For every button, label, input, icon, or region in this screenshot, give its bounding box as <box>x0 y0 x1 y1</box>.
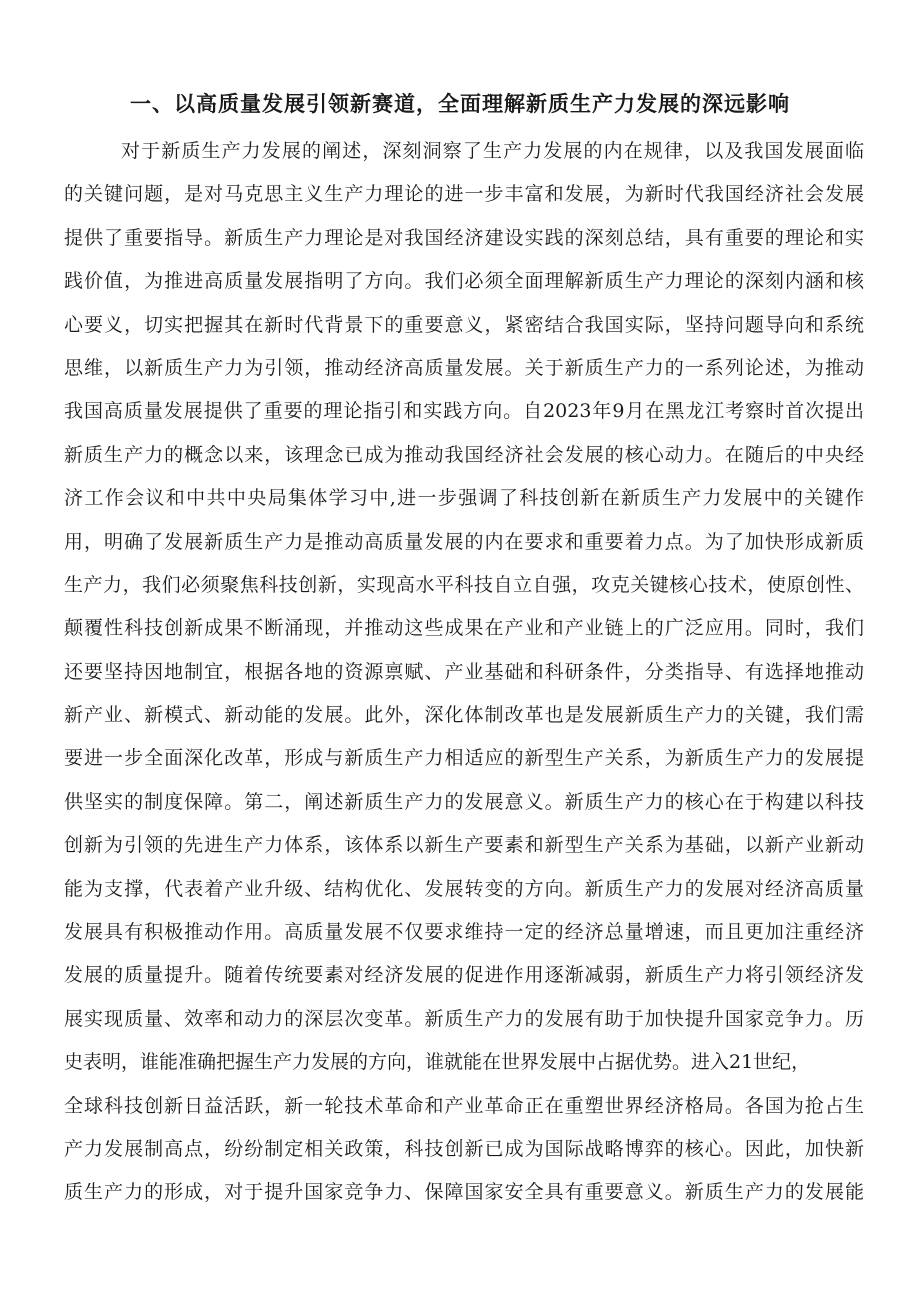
paragraph-line: 新产业、新模式、新动能的发展。此外，深化体制改革也是发展新质生产力的关键，我们需 <box>64 704 864 727</box>
paragraph-line: 思维，以新质生产力为引领，推动经济高质量发展。关于新质生产力的一系列论述，为推动 <box>64 356 864 379</box>
section-heading: 一、以高质量发展引领新赛道，全面理解新质生产力发展的深远影响 <box>130 91 790 116</box>
paragraph-line: 发展具有积极推动作用。高质量发展不仅要求维持一定的经济总量增速，而且更加注重经济 <box>64 921 864 944</box>
paragraph-line: 质生产力的形成，对于提升国家竞争力、保障国家安全具有重要意义。新质生产力的发展能 <box>64 1181 864 1204</box>
paragraph-line: 供坚实的制度保障。第二，阐述新质生产力的发展意义。新质生产力的核心在于构建以科技 <box>64 790 864 813</box>
paragraph-line: 对于新质生产力发展的阐述，深刻洞察了生产力发展的内在规律，以及我国发展面临 <box>121 140 864 162</box>
paragraph-line: 史表明，谁能准确把握生产力发展的方向，谁就能在世界发展中占据优势。进入21世纪， <box>64 1051 811 1074</box>
paragraph-line: 展实现质量、效率和动力的深层次变革。新质生产力的发展有助于加快提升国家竞争力。历 <box>64 1007 864 1030</box>
body-paragraph <box>64 130 864 1215</box>
paragraph-line: 践价值，为推进高质量发展指明了方向。我们必须全面理解新质生产力理论的深刻内涵和核 <box>64 270 864 293</box>
paragraph-line: 产力发展制高点，纷纷制定相关政策，科技创新已成为国际战略博弈的核心。因此，加快新 <box>64 1137 864 1160</box>
paragraph-line: 提供了重要指导。新质生产力理论是对我国经济建设实践的深刻总结，具有重要的理论和实 <box>64 226 864 249</box>
paragraph-line: 发展的质量提升。随着传统要素对经济发展的促进作用逐渐减弱，新质生产力将引领经济发 <box>64 964 864 987</box>
paragraph-line: 还要坚持因地制宜，根据各地的资源禀赋、产业基础和科研条件，分类指导、有选择地推动 <box>64 660 864 683</box>
paragraph-line: 要进一步全面深化改革，形成与新质生产力相适应的新型生产关系，为新质生产力的发展提 <box>64 747 864 770</box>
paragraph-line: 我国高质量发展提供了重要的理论指引和实践方向。自2023年9月在黑龙江考察时首次提出 <box>64 400 864 423</box>
paragraph-line: 全球科技创新日益活跃，新一轮技术革命和产业革命正在重塑世界经济格局。各国为抢占生 <box>64 1094 864 1117</box>
paragraph-line: 颠覆性科技创新成果不断涌现，并推动这些成果在产业和产业链上的广泛应用。同时，我们 <box>64 617 864 640</box>
paragraph-line: 能为支撑，代表着产业升级、结构优化、发展转变的方向。新质生产力的发展对经济高质量 <box>64 877 864 900</box>
paragraph-line: 济工作会议和中共中央局集体学习中,进一步强调了科技创新在新质生产力发展中的关键作 <box>64 487 864 510</box>
paragraph-line: 用，明确了发展新质生产力是推动高质量发展的内在要求和重要着力点。为了加快形成新质 <box>64 530 864 553</box>
paragraph-line: 的关键问题，是对马克思主义生产力理论的进一步丰富和发展，为新时代我国经济社会发展 <box>64 183 864 206</box>
paragraph-line: 心要义，切实把握其在新时代背景下的重要意义，紧密结合我国实际，坚持问题导向和系统 <box>64 313 864 336</box>
paragraph-line: 创新为引领的先进生产力体系，该体系以新生产要素和新型生产关系为基础，以新产业新动 <box>64 834 864 857</box>
paragraph-line: 生产力，我们必须聚焦科技创新，实现高水平科技自立自强，攻克关键核心技术，使原创性、 <box>64 573 864 596</box>
paragraph-line: 新质生产力的概念以来，该理念已成为推动我国经济社会发展的核心动力。在随后的中央经 <box>64 443 864 466</box>
